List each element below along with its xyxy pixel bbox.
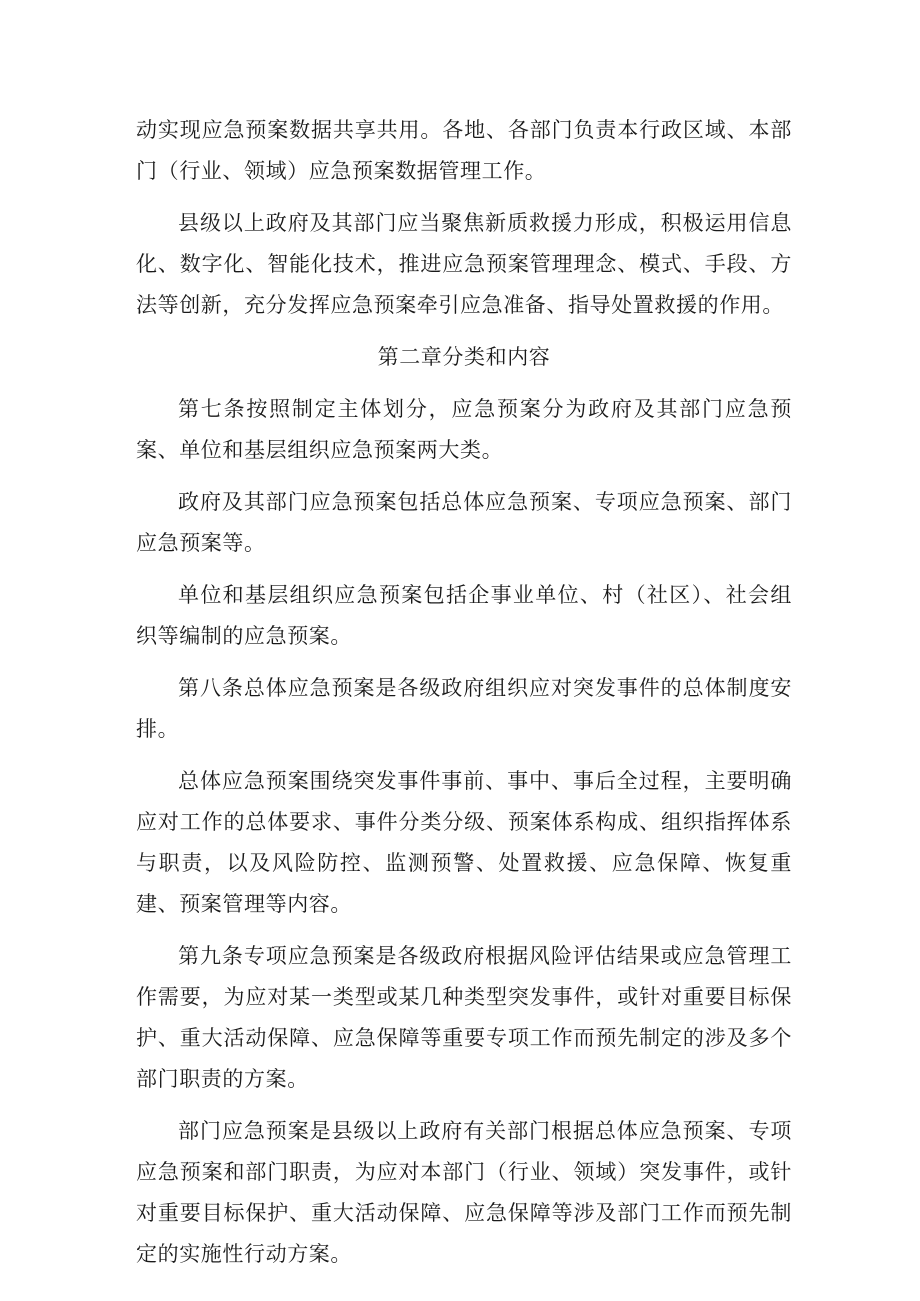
paragraph-article-8: 第八条总体应急预案是各级政府组织应对突发事件的总体制度安排。: [136, 676, 792, 741]
chapter-heading: 第二章分类和内容: [377, 345, 551, 369]
paragraph-article-7: 第七条按照制定主体划分，应急预案分为政府及其部门应急预案、单位和基层组织应急预案两大类。: [136, 397, 792, 462]
paragraph: 部门应急预案是县级以上政府有关部门根据总体应急预案、专项应急预案和部门职责，为应对本部门（行业、领域）突发事件，或针对重要目标保护、重大活动保障、应急保障等涉及部门工作而预先制定的实施性行动方案。: [136, 1119, 792, 1266]
document-body: [136, 110, 792, 1286]
paragraph-article-9: 第九条专项应急预案是各级政府根据风险评估结果或应急管理工作需要，为应对某一类型或某几种类型突发事件，或针对重要目标保护、重大活动保障、应急保障等重要专项工作而预先制定的涉及多个部门职责的方案。: [136, 944, 792, 1091]
paragraph-continuation: 动实现应急预案数据共享共用。各地、各部门负责本行政区域、本部门（行业、领域）应急预案数据管理工作。: [136, 118, 792, 183]
paragraph: 政府及其部门应急预案包括总体应急预案、专项应急预案、部门应急预案等。: [136, 490, 792, 555]
paragraph: 总体应急预案围绕突发事件事前、事中、事后全过程，主要明确应对工作的总体要求、事件分类分级、预案体系构成、组织指挥体系与职责，以及风险防控、监测预警、处置救援、应急保障、恢复重建、预案管理等内容。: [136, 769, 792, 916]
paragraph: 县级以上政府及其部门应当聚焦新质救援力形成，积极运用信息化、数字化、智能化技术，推进应急预案管理理念、模式、手段、方法等创新，充分发挥应急预案牵引应急准备、指导处置救援的作用。: [136, 211, 792, 317]
paragraph: 单位和基层组织应急预案包括企事业单位、村（社区）、社会组织等编制的应急预案。: [136, 583, 792, 648]
